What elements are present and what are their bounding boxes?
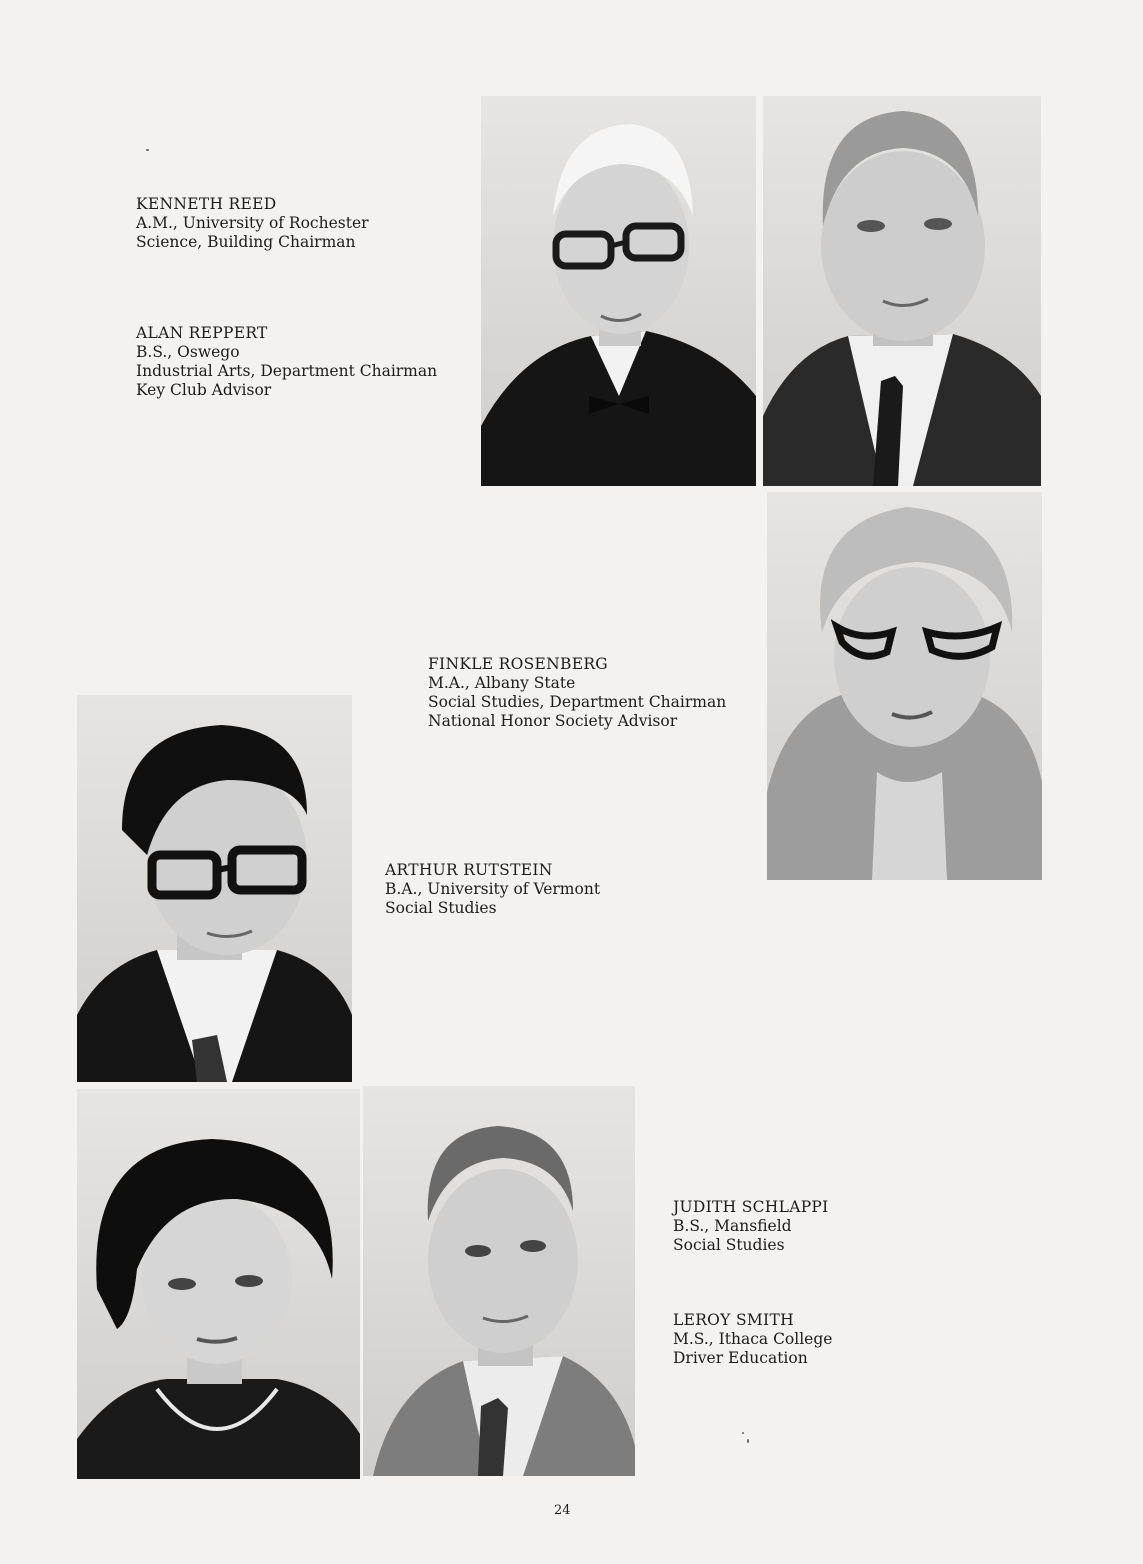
page-speck bbox=[146, 149, 149, 151]
faculty-role: Social Studies, Department Chairman bbox=[428, 693, 727, 711]
faculty-role: Social Studies bbox=[385, 899, 497, 917]
faculty-role: Social Studies bbox=[673, 1236, 785, 1254]
faculty-name: ARTHUR RUTSTEIN bbox=[385, 861, 553, 879]
faculty-degree: A.M., University of Rochester bbox=[136, 214, 369, 232]
bio-leroy-smith bbox=[673, 1311, 832, 1368]
portrait-arthur-rutstein bbox=[77, 695, 352, 1082]
faculty-role: Science, Building Chairman bbox=[136, 233, 356, 251]
bio-kenneth-reed bbox=[136, 195, 369, 252]
faculty-extra: Key Club Advisor bbox=[136, 381, 272, 399]
bio-arthur-rutstein bbox=[385, 861, 600, 918]
portrait-kenneth-reed bbox=[481, 96, 756, 486]
bio-finkle-rosenberg bbox=[428, 655, 726, 731]
faculty-name: FINKLE ROSENBERG bbox=[428, 655, 608, 673]
faculty-extra: National Honor Society Advisor bbox=[428, 712, 678, 730]
faculty-role: Industrial Arts, Department Chairman bbox=[136, 362, 438, 380]
portrait-leroy-smith bbox=[363, 1086, 635, 1476]
page-number: 24 bbox=[554, 1503, 571, 1518]
faculty-role: Driver Education bbox=[673, 1349, 808, 1367]
faculty-degree: M.S., Ithaca College bbox=[673, 1330, 833, 1348]
page-speck bbox=[747, 1439, 749, 1443]
faculty-degree: B.A., University of Vermont bbox=[385, 880, 601, 898]
portrait-alan-reppert bbox=[763, 96, 1041, 486]
portrait-judith-schlappi bbox=[77, 1089, 360, 1479]
faculty-degree: B.S., Mansfield bbox=[673, 1217, 792, 1235]
faculty-name: KENNETH REED bbox=[136, 195, 277, 213]
faculty-degree: M.A., Albany State bbox=[428, 674, 576, 692]
faculty-name: ALAN REPPERT bbox=[136, 324, 268, 342]
bio-alan-reppert bbox=[136, 324, 437, 400]
faculty-name: JUDITH SCHLAPPI bbox=[673, 1198, 829, 1216]
faculty-degree: B.S., Oswego bbox=[136, 343, 240, 361]
page-speck bbox=[742, 1432, 744, 1434]
portrait-finkle-rosenberg bbox=[767, 492, 1042, 880]
bio-judith-schlappi bbox=[673, 1198, 829, 1255]
faculty-name: LEROY SMITH bbox=[673, 1311, 794, 1329]
